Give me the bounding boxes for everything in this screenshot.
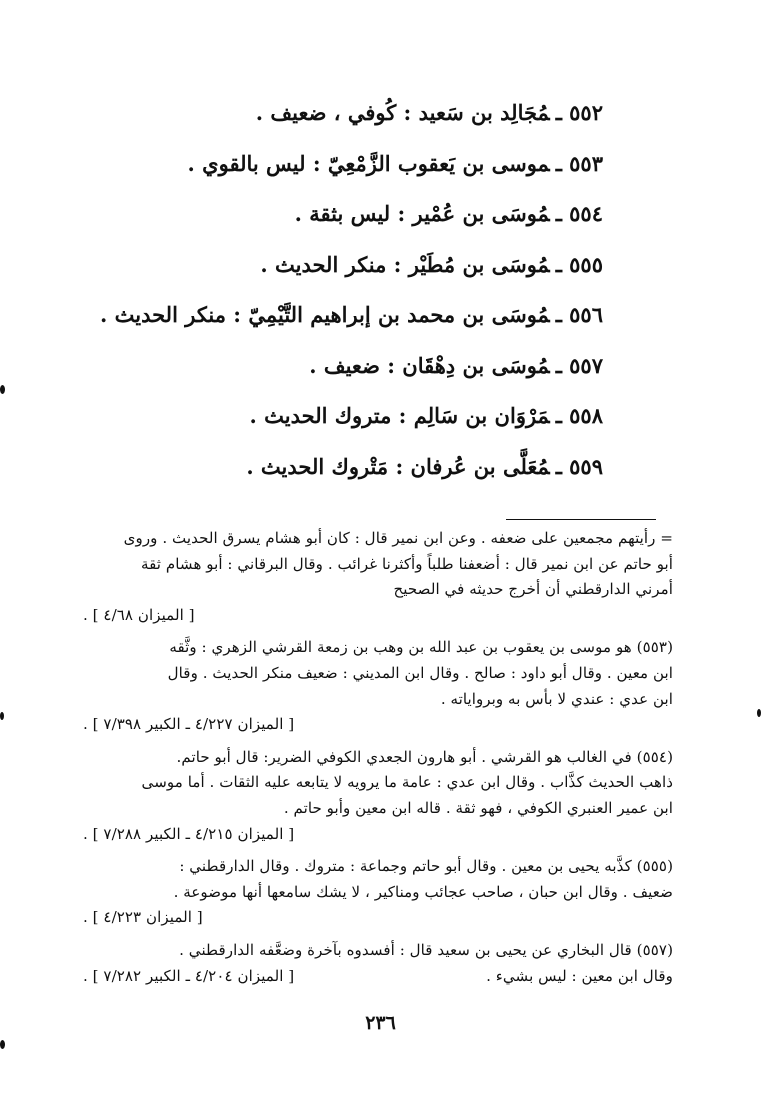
footnote-reference-line xyxy=(83,603,673,629)
scan-edge-mark xyxy=(757,709,761,717)
entry-555 xyxy=(63,240,603,291)
entry-554 xyxy=(63,189,603,240)
entry-number: ٥٥٦ ـ xyxy=(555,302,603,327)
entry-556 xyxy=(63,290,603,341)
footnote-reference-line xyxy=(83,905,673,931)
footnote-line: ابن معين . وقال أبو داود : صالح . وقال ابن المديني : ضعيف منكر الحديث . وقال xyxy=(167,663,673,682)
footnote-line: ابن عدي : عندي لا بأس به وبرواياته . xyxy=(440,689,673,708)
footnote-line: ضعيف . وقال ابن حبان ، صاحب عجائب ومناكير ، لا يشك سامعها أنها موضوعة . xyxy=(173,882,673,901)
footnote-553 xyxy=(83,635,673,737)
scan-edge-mark xyxy=(0,712,4,720)
footnotes xyxy=(83,526,673,989)
entry-553 xyxy=(63,139,603,190)
entry-text: مُعَلَّى بن عُرفان : مَتْروك الحديث . xyxy=(246,453,550,479)
footnote-line: ابن عمير العنبري الكوفي ، فهو ثقة . قاله ابن معين وأبو حاتم . xyxy=(283,798,673,817)
footnote-line: أبو حاتم عن ابن نمير قال : أضعفنا طلباً وأكثرنا غرائب . وقال البرقاني : أبو هشام ثقة xyxy=(140,554,673,573)
footnote-continued xyxy=(83,526,673,628)
footnote-line: (٥٥٤) في الغالب هو القرشي . أبو هارون الجعدي الكوفي الضرير: قال أبو حاتم. xyxy=(176,747,673,766)
footnote-line: وقال ابن معين : ليس بشيء . xyxy=(486,966,673,985)
entry-552 xyxy=(63,88,603,139)
page-number: ٢٣٦ xyxy=(365,1012,396,1034)
footnote-line: أمرني الدارقطني أن أخرج حديثه في الصحيح xyxy=(393,580,673,599)
footnote-line: ذاهب الحديث كذَّاب . وقال ابن عدي : عامة ما يرويه لا يتابعه عليه الثقات . أما موسى xyxy=(141,773,673,792)
entry-557 xyxy=(63,341,603,392)
entry-text: مُوسَى بن محمد بن إبراهيم التَّيْمِيّ : منكر الحديث . xyxy=(100,302,550,327)
entry-number: ٥٥٣ ـ xyxy=(555,150,603,176)
footnote-line: = رأيتهم مجمعين على ضعفه . وعن ابن نمير قال : كان أبو هشام يسرق الحديث . وروى xyxy=(123,529,673,547)
entry-number: ٥٥٨ ـ xyxy=(555,403,603,428)
footnote-reference: [ الميزان ٤/٦٨ ] . xyxy=(83,605,195,624)
entry-text: مُوسَى بن مُطَيْر : منكر الحديث . xyxy=(260,251,550,277)
footnote-reference: [ الميزان ٤/٢١٥ ـ الكبير ٧/٢٨٨ ] . xyxy=(83,824,295,843)
entry-text: مُوسَى بن دِهْقَان : ضعيف . xyxy=(309,352,550,378)
entry-number: ٥٥٥ ـ xyxy=(555,251,603,277)
entry-text: مَرْوَان بن سَالِم : متروك الحديث . xyxy=(249,403,550,428)
footnote-557 xyxy=(83,938,673,989)
footnote-line: (٥٥٧) قال البخاري عن يحيى بن سعيد قال : أفسدوه بآخرة وضعَّفه الدارقطني . xyxy=(179,940,673,959)
narrator-entries-list xyxy=(63,88,603,492)
entry-text: موسى بن يَعقوب الزَّمْعِيّ : ليس بالقوي . xyxy=(187,150,550,176)
footnote-reference: [ الميزان ٤/٢٠٤ ـ الكبير ٧/٢٨٢ ] . xyxy=(83,966,295,985)
footnote-555 xyxy=(83,854,673,931)
entry-number: ٥٥٤ ـ xyxy=(555,201,603,226)
footnote-separator xyxy=(506,519,656,520)
entry-number: ٥٥٩ ـ xyxy=(555,453,603,479)
entry-559 xyxy=(63,442,603,493)
footnote-554 xyxy=(83,745,673,847)
entry-number: ٥٥٧ ـ xyxy=(555,352,603,378)
footnote-reference-line xyxy=(83,822,673,848)
footnote-line: (٥٥٣) هو موسى بن يعقوب بن عبد الله بن وهب بن زمعة القرشي الزهري : وثَّقه xyxy=(169,638,673,657)
footnote-reference: [ الميزان ٤/٢٢٧ ـ الكبير ٧/٣٩٨ ] . xyxy=(83,715,295,734)
footnote-reference: [ الميزان ٤/٢٢٣ ] . xyxy=(83,908,203,927)
entry-number: ٥٥٢ ـ xyxy=(555,100,603,125)
footnote-line: (٥٥٥) كذَّبه يحيى بن معين . وقال أبو حاتم وجماعة : متروك . وقال الدارقطني : xyxy=(179,857,673,876)
entry-text: مُجَالِد بن سَعيد : كُوفي ، ضعيف . xyxy=(255,100,550,125)
scan-edge-mark xyxy=(0,385,5,394)
footnote-reference-line xyxy=(83,712,673,738)
scan-edge-mark xyxy=(0,1040,5,1049)
entry-558 xyxy=(63,391,603,442)
entry-text: مُوسَى بن عُمْير : ليس بثقة . xyxy=(294,201,550,226)
